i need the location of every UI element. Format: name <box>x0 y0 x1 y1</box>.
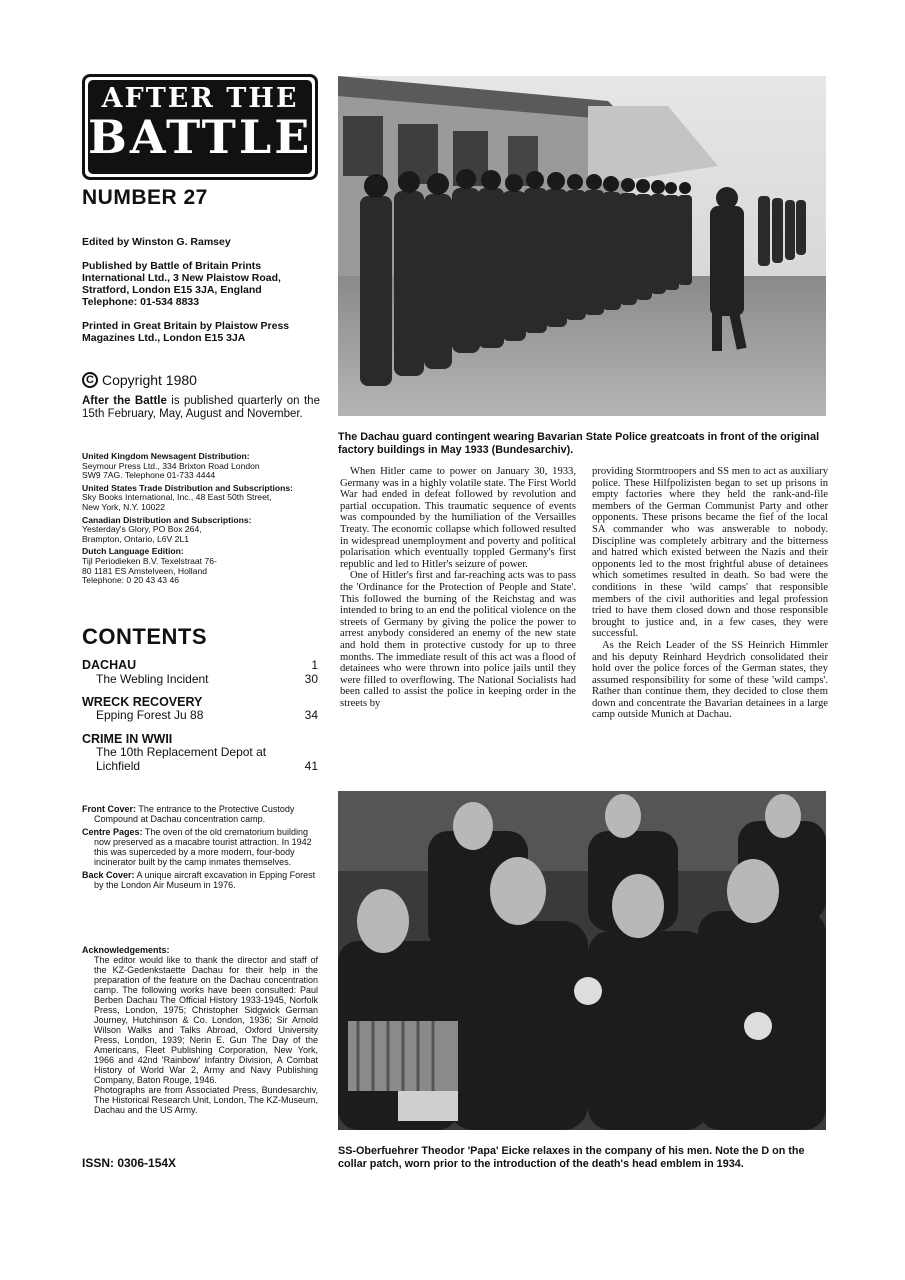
distribution-entry <box>82 452 320 481</box>
toc-head: CRIME IN WWII <box>82 732 173 746</box>
article-paragraph: providing Stormtroopers and SS men to act as auxiliary police. These Hilfpolizisten began to set up prisons in empty factories where they held the rank-and-file members of the German Communist Party and other opponents. These prisons became the fief of the local SA commander who was answerable to nobody. Discipline was completely arbitrary and the bitterness and hatred which existed between the Nazis and their opponents led to the most frightful abuse of detainees which sometimes resulted in death. So bad were the conditions in these 'wild camps' that responsible members of the civil authorities and legal profession tried to have them closed down and those responsible brought to justice and, in a few cases, they were successful. <box>592 466 828 640</box>
guard-contingent-image <box>338 76 826 416</box>
article-column-2 <box>592 466 828 721</box>
publisher-credit: Published by Battle of Britain Prints International Ltd., 3 New Plaistow Road, Stratford, London E15 3JA, England Telephone: 01-534 8833 <box>82 260 281 308</box>
photo2-caption: SS-Oberfuehrer Theodor 'Papa' Eicke relaxes in the company of his men. Note the D on the collar patch, worn prior to the introduction of the death's head emblem in 1934. <box>338 1145 805 1170</box>
issn: ISSN: 0306-154X <box>82 1156 177 1170</box>
acknowledgements <box>82 945 318 1115</box>
issue-number: NUMBER 27 <box>82 186 208 209</box>
toc-item[interactable] <box>82 709 318 723</box>
printer-credit: Printed in Great Britain by Plaistow Press Magazines Ltd., London E15 3JA <box>82 320 290 344</box>
distribution-entry <box>82 547 320 585</box>
article-paragraph: One of Hitler's first and far-reaching acts was to pass the 'Ordinance for the Protection of People and State'. This followed the burning of the Reichstag and was intended to bring to an end the political violence on the streets of Germany by giving the police the power to arrest anybody considered an enemy of the new state and hold them in protective custody for up to three months. The immediate result of this act was a flood of detainees who were thrown into police jails until they were filled to overflowing. The National Socialists had been called to assist the police in keeping order in the streets by <box>340 570 576 709</box>
cover-notes <box>82 804 318 893</box>
distribution-entry <box>82 516 320 545</box>
distribution-body: Yesterday's Glory, PO Box 264, Brampton, Ontario, L6V 2L1 <box>82 524 202 544</box>
distribution-entry <box>82 484 320 513</box>
article-paragraph: As the Reich Leader of the SS Heinrich Himmler and his deputy Reinhard Heydrich consolidated their hold over the police forces of the German states, they assumed responsibility for some of these 'wild camps'. Rather than continue them, they decided to close them down and concentrate the Bavarian detainees in a large camp outside Munich at Dachau. <box>592 639 828 721</box>
acknowledgements-label: Acknowledgements: <box>82 945 170 955</box>
toc-page: 1 <box>311 658 318 672</box>
toc-page: 41 <box>304 758 318 773</box>
distribution-head: Canadian Distribution and Subscriptions: <box>82 514 252 525</box>
toc-section-dachau <box>82 659 318 686</box>
toc-page: 30 <box>304 671 318 686</box>
toc-item[interactable] <box>82 746 318 773</box>
editor-credit: Edited by Winston G. Ramsey <box>82 236 231 248</box>
eicke-image <box>338 791 826 1130</box>
distribution-body: Seymour Press Ltd., 334 Brixton Road London SW9 7AG. Telephone 01-733 4444 <box>82 460 260 481</box>
cover-note-text: The entrance to the Protective Custody Compound at Dachau concentration camp. <box>94 804 295 824</box>
quarterly-text: is published quarterly on the 15th February, May, August and November. <box>82 395 320 420</box>
quarterly-note <box>82 395 320 421</box>
toc-head: WRECK RECOVERY <box>82 695 203 709</box>
cover-note-text: A unique aircraft excavation in Epping Forest by the London Air Museum in 1976. <box>94 870 316 890</box>
masthead-logo <box>82 74 318 180</box>
article-column-1 <box>340 466 576 709</box>
distribution-body: Tijl Periodieken B.V. Texelstraat 76-80 1181 ES Amstelveen, Holland Telephone: 0 20 43 43 46 <box>82 555 217 586</box>
cover-note-label: Back Cover: <box>82 870 135 880</box>
distribution-head: United Kingdom Newsagent Distribution: <box>82 451 250 461</box>
cover-note-label: Front Cover: <box>82 804 136 814</box>
copyright-icon: C <box>82 372 98 388</box>
distribution-body: Sky Books International, Inc., 48 East 50th Street, New York, N.Y. 10022 <box>82 492 272 512</box>
copyright <box>82 372 197 388</box>
toc-section-crime <box>82 732 318 773</box>
cover-note <box>82 827 318 867</box>
copyright-text: Copyright 1980 <box>102 372 197 388</box>
eicke-photo <box>338 791 826 1130</box>
distribution-list <box>82 452 320 586</box>
acknowledgements-photos: Photographs are from Associated Press, Bundesarchiv, The Historical Research Unit, London, The KZ-Museum, Dachau and the US Army. <box>94 1085 318 1115</box>
guard-contingent-photo <box>338 76 826 416</box>
cover-note-text: The oven of the old crematorium building now preserved as a macabre tourist attraction. In 1942 this was superceded by a more modern, four-body incinerator built by the camp inmates themselves. <box>94 827 312 867</box>
distribution-head: Dutch Language Edition: <box>82 546 184 557</box>
masthead-line1: AFTER THE <box>101 83 299 114</box>
toc-item-title: The 10th Replacement Depot at Lichfield <box>96 745 267 773</box>
toc-item-title: Epping Forest Ju 88 <box>96 708 204 722</box>
cover-note-label: Centre Pages: <box>82 827 143 837</box>
toc-item-title: The Webling Incident <box>96 671 209 686</box>
quarterly-title: After the Battle <box>82 395 167 407</box>
acknowledgements-text: The editor would like to thank the director and staff of the KZ-Gedenkstaette Dachau for their help in the preparation of the feature on the Dachau concentration camp. The following works have been consulted: Paul Berben Dachau The Official History 1933-1945, Norfolk Press, London, 1975; Christopher Sidgwick German Journey, Hutchinson & Co. London, 1936; Sir Arnold Wilson Walks and Talks Abroad, Oxford University Press, London, 1939; Nerin E. Gun The Day of the Americans, Fleet Publishing Corporation, New York, 1966 and 42nd 'Rainbow' Infantry Division, A Combat History of World War 2, Army and Navy Publishing Company, Baton Rouge, 1946. <box>94 955 318 1085</box>
article-paragraph: When Hitler came to power on January 30, 1933, Germany was in a highly volatile state. The First World War had ended in defeat followed by revolution and partial occupation. This traumatic sequence of events was compounded by the humiliation of the Versailles Treaty. The economic collapse which followed resulted in widespread unemployment and poverty and political polarisation which eventually toppled Germany's first republic and led to Hitler's seizure of power. <box>340 466 576 570</box>
masthead-line2: BATTLE <box>88 110 313 164</box>
cover-note <box>82 870 318 890</box>
toc-section-wreck <box>82 695 318 723</box>
contents-title: CONTENTS <box>82 624 207 649</box>
photo1-caption: The Dachau guard contingent wearing Bavarian State Police greatcoats in front of the original factory buildings in May 1933 (Bundesarchiv). <box>338 431 820 456</box>
toc-page: 34 <box>304 708 318 722</box>
cover-note <box>82 804 318 824</box>
toc-head: DACHAU <box>82 658 137 672</box>
toc-item[interactable] <box>82 673 318 687</box>
distribution-head: United States Trade Distribution and Subscriptions: <box>82 482 294 493</box>
